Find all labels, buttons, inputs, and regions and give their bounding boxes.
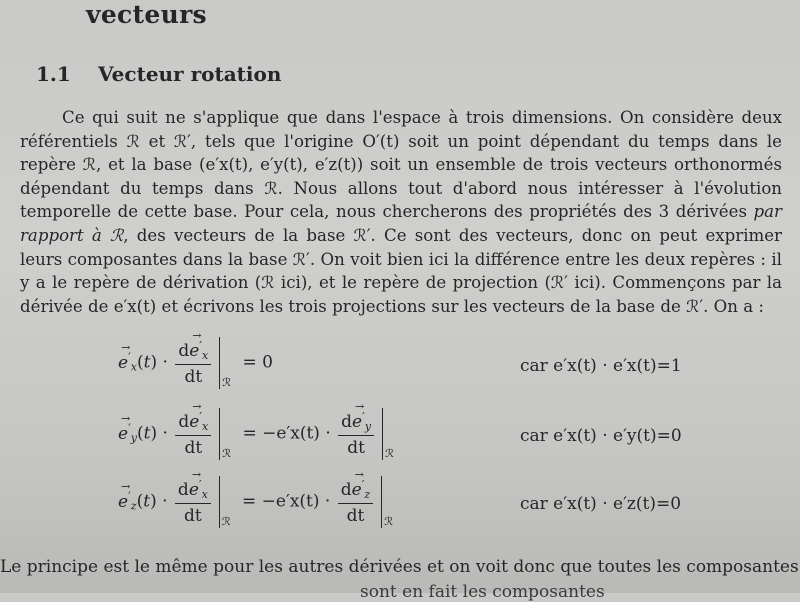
equation-2-rhs: = −e′x(t) ·	[242, 423, 331, 444]
paragraph-part-1: Ce qui suit ne s'applique que dans l'espace à trois dimensions. On considère deux référentiels ℛ et ℛ′, tels que l'origine O′(t) soit un point dépendant du temps dans le repère ℛ, et la base (e′x(t), e′y(t), e′z(t)) soit un ensemble de trois vecteurs orthonormés dépendant du temps dans ℛ. Nous allons tout d'abord nous intéresser à l'évolution temporelle de cette base. Pour cela, nous chercherons des propriétés des 3 dérivées	[20, 108, 782, 222]
equation-1-rhs: = 0	[242, 352, 273, 373]
footer-line-1: Le principe est le même pour les autres dérivées et on voit donc que toutes les composantes	[0, 557, 799, 577]
equation-3: → e′z(t) · $\frac{d\to e'x}{dt}$ $_ℛ$ = −e′x(t) · $\frac{d\to e'z}{dt}$ $_ℛ$	[118, 476, 399, 528]
footer-line-2: sont en fait les composantes	[360, 582, 605, 602]
paragraph-part-2: , des vecteurs de la base ℛ′. Ce sont des vecteurs, donc on peut exprimer leurs composantes dans la base ℛ′. On voit bien ici la différence entre les deux repères : il y a le repère de dérivation (ℛ ici), et le repère de projection (ℛ′ ici). Commençons par la dérivée de e′x(t) et écrivons les trois projections sur les vecteurs de la base de ℛ′. On a :	[20, 225, 782, 316]
chapter-heading: vecteurs	[86, 0, 207, 29]
equation-1: → e′x(t) · $\frac{d\to e'x}{dt}$ $_ℛ$ = 0	[118, 337, 273, 389]
body-paragraph	[20, 106, 782, 318]
derivative-fraction: $\frac{d\to e'x}{dt}$	[175, 339, 211, 387]
equation-2: → e′y(t) · $\frac{d\to e'x}{dt}$ $_ℛ$ = −e′x(t) · $\frac{d\to e'y}{dt}$ $_ℛ$	[118, 408, 400, 460]
paragraph-emphasis: par rapport à ℛ	[20, 202, 782, 245]
section-number: 1.1	[36, 62, 71, 86]
condition-3: car e′x(t) · e′z(t)=0	[520, 494, 682, 514]
section-title-text: Vecteur rotation	[98, 62, 282, 86]
equation-3-rhs: = −e′x(t) ·	[242, 491, 331, 512]
condition-1: car e′x(t) · e′x(t)=1	[520, 356, 682, 376]
condition-2: car e′x(t) · e′y(t)=0	[520, 426, 682, 446]
section-title	[36, 62, 281, 86]
